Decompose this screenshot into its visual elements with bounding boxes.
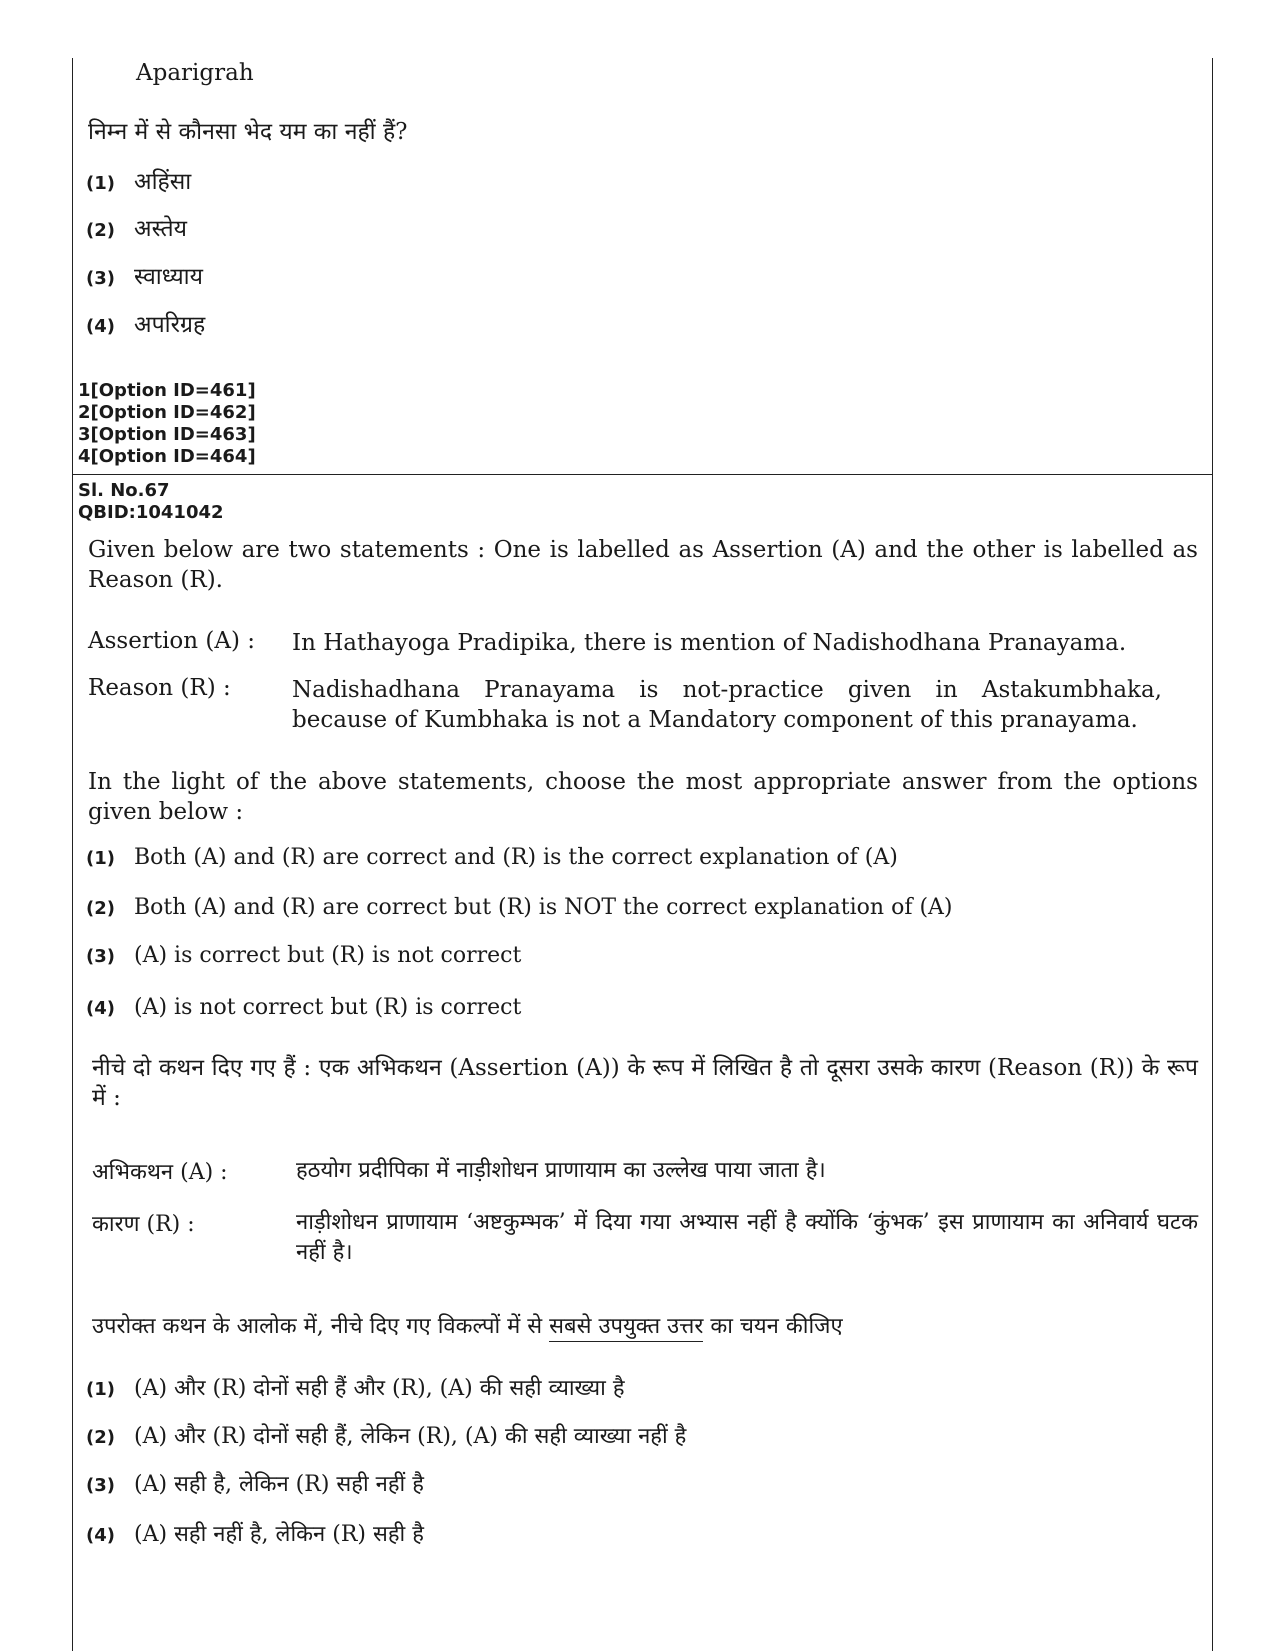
option-id: 1[Option ID=461]: [78, 380, 256, 401]
reason-label-hi: कारण (R) :: [92, 1212, 195, 1237]
option-en-1: [86, 845, 898, 870]
instruction-hi-post: का चयन कीजिए: [703, 1314, 843, 1339]
instruction-hi-emphasis: सबसे उपयुक्त उत्तर: [549, 1314, 703, 1342]
assertion-label-hi: अभिकथन (A) :: [92, 1160, 228, 1185]
option-text: (A) सही नहीं है, लेकिन (R) सही है: [134, 1522, 424, 1547]
option-text: (A) और (R) दोनों सही हैं, लेकिन (R), (A) की सही व्याख्या नहीं है: [134, 1424, 687, 1449]
option-number: (2): [86, 898, 115, 919]
question-meta: [78, 480, 224, 524]
option-number: (1): [86, 848, 115, 869]
instruction-hi-pre: उपरोक्त कथन के आलोक में, नीचे दिए गए विकल्पों में से: [92, 1314, 550, 1339]
left-border: [72, 58, 73, 1651]
question-divider: [72, 474, 1213, 475]
option-number: (3): [86, 946, 115, 967]
answer-fragment: Aparigrah: [136, 60, 254, 86]
serial-number: Sl. No.67: [78, 480, 170, 501]
reason-text-hi: नाड़ीशोधन प्राणायाम ‘अष्टकुम्भक’ में दिया गया अभ्यास नहीं है क्योंकि ‘कुंभक’ इस प्राणायाम का अनिवार्य घटक नहीं है।: [296, 1210, 1198, 1265]
option-number: (2): [86, 1427, 115, 1448]
option-id: 2[Option ID=462]: [78, 402, 256, 423]
option-2: [86, 211, 187, 243]
option-number: (1): [86, 173, 115, 194]
reason-label-en: Reason (R) :: [88, 675, 231, 701]
option-text: स्वाध्याय: [134, 264, 203, 290]
option-hi-1: [86, 1372, 625, 1402]
option-text: (A) सही है, लेकिन (R) सही नहीं है: [134, 1472, 424, 1497]
option-number: (4): [86, 998, 115, 1019]
option-hi-4: [86, 1518, 424, 1548]
reason-text-en: Nadishadhana Pranayama is not-practice given in Astakumbhaka, because of Kumbhaka is not a Mandatory component of this pranayama.: [292, 677, 1162, 733]
option-1: [86, 164, 191, 196]
option-id: 4[Option ID=464]: [78, 446, 256, 467]
option-3: [86, 259, 203, 291]
option-en-3: [86, 943, 521, 968]
option-hi-2: [86, 1420, 686, 1450]
intro-en: Given below are two statements : One is labelled as Assertion (A) and the other is labelled as Reason (R).: [88, 537, 1198, 593]
option-number: (4): [86, 1525, 115, 1546]
option-4: [86, 307, 205, 339]
option-text: Both (A) and (R) are correct but (R) is NOT the correct explanation of (A): [134, 895, 953, 920]
option-text: (A) और (R) दोनों सही हैं और (R), (A) की सही व्याख्या है: [134, 1376, 625, 1401]
assertion-label-en: Assertion (A) :: [88, 628, 256, 654]
option-text: अपरिग्रह: [134, 312, 206, 338]
option-text: (A) is not correct but (R) is correct: [134, 995, 522, 1020]
option-number: (4): [86, 316, 115, 337]
option-id-list: [78, 380, 256, 468]
right-border: [1212, 58, 1213, 1651]
qbid: QBID:1041042: [78, 502, 224, 523]
option-en-4: [86, 995, 521, 1020]
option-text: अहिंसा: [134, 169, 192, 195]
option-number: (3): [86, 268, 115, 289]
option-text: Both (A) and (R) are correct and (R) is the correct explanation of (A): [134, 845, 898, 870]
assertion-text-en: In Hathayoga Pradipika, there is mention of Nadishodhana Pranayama.: [292, 630, 1127, 656]
option-text: अस्तेय: [134, 216, 187, 242]
option-number: (1): [86, 1379, 115, 1400]
option-en-2: [86, 895, 953, 920]
option-text: (A) is correct but (R) is not correct: [134, 943, 522, 968]
option-hi-3: [86, 1468, 424, 1498]
instruction-en: In the light of the above statements, choose the most appropriate answer from the options given below :: [88, 769, 1198, 825]
option-number: (2): [86, 220, 115, 241]
assertion-text-hi: हठयोग प्रदीपिका में नाड़ीशोधन प्राणायाम का उल्लेख पाया जाता है।: [296, 1158, 826, 1183]
question-text-hi: निम्न में से कौनसा भेद यम का नहीं हैं?: [88, 119, 408, 145]
instruction-hi: [92, 1310, 843, 1340]
option-number: (3): [86, 1475, 115, 1496]
intro-hi: नीचे दो कथन दिए गए हैं : एक अभिकथन (Assertion (A)) के रूप में लिखित है तो दूसरा उसके कारण (Reason (R)) के रूप में :: [92, 1055, 1198, 1111]
option-id: 3[Option ID=463]: [78, 424, 256, 445]
